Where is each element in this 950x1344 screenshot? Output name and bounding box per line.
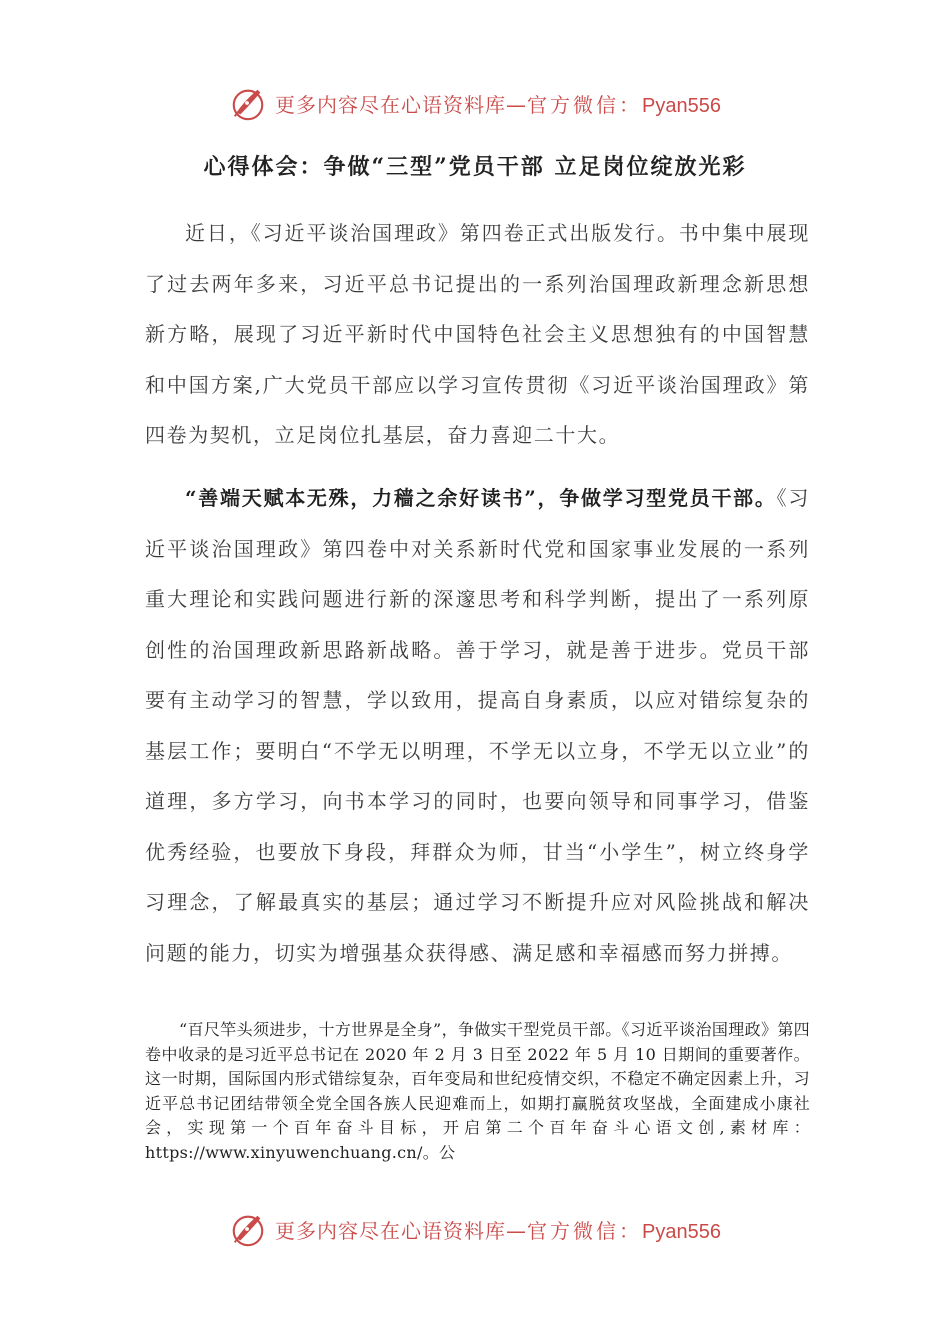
banner-text [275,1215,721,1244]
banner-wechat-label: 官方微信： [527,92,643,117]
banner-wechat-label: 官方微信： [527,1218,643,1243]
banner-wechat-id: Pyan556 [642,1220,721,1243]
banner-dash: — [506,1218,528,1243]
banner-text [275,89,721,118]
banner-wechat-id: Pyan556 [642,94,721,117]
pen-nib-logo-icon [229,84,267,122]
paragraph-2-lead: “善端天赋本无殊，力穑之余好读书”，争做学习型党员干部。 [185,486,777,510]
paragraph-1-text: 近日，《习近平谈治国理政》第四卷正式出版发行。书中集中展现了过去两年多来，习近平总书记提出的一系列治国理政新理念新思想新方略，展现了习近平新时代中国特色社会主义思想独有的中国智慧和中国方案,广大党员干部应以学习宣传贯彻《习近平谈治国理政》第四卷为契机，立足岗位扎基层，奋力喜迎二十大。 [145,221,810,447]
header-banner [0,84,950,122]
paragraph-2-text [145,473,810,978]
banner-prefix: 更多内容尽在心语资料库 [275,1218,507,1243]
pen-nib-logo-icon [229,1210,267,1248]
paragraph-2-body: 《习近平谈治国理政》第四卷中对关系新时代党和国家事业发展的一系列重大理论和实践问题进行新的深邃思考和科学判断，提出了一系列原创性的治国理政新思路新战略。善于学习，就是善于进步。党员干部要有主动学习的智慧，学以致用，提高自身素质，以应对错综复杂的基层工作；要明白“不学无以明理，不学无以立身，不学无以立业”的道理，多方学习，向书本学习的同时，也要向领导和同事学习，借鉴优秀经验，也要放下身段，拜群众为师，甘当“小学生”，树立终身学习理念，了解最真实的基层；通过学习不断提升应对风险挑战和解决问题的能力，切实为增强基众获得感、满足感和幸福感而努力拼搏。 [145,486,810,965]
footer-banner [0,1210,950,1248]
banner-dash: — [506,92,528,117]
paragraph-1 [145,208,810,461]
document-title: 心得体会：争做“三型”党员干部 立足岗位绽放光彩 [203,154,747,180]
banner-prefix: 更多内容尽在心语资料库 [275,92,507,117]
paragraph-3 [145,1018,810,1165]
paragraph-2 [145,473,810,978]
paragraph-3-text: “百尺竿头须进步，十方世界是全身”，争做实干型党员干部。《习近平谈治国理政》第四卷中收录的是习近平总书记在 2020 年 2 月 3 日至 2022 年 5 月 10 日期间的重要著作。这一时期，国际国内形式错综复杂，百年变局和世纪疫情交织，不稳定不确定因素上升，习近平总书记团结带领全党全国各族人民迎难而上，如期打赢脱贫攻坚战，全面建成小康社会，实现第一个百年奋斗目标，开启第二个百年奋斗心语文创,素材库：https://www.xinyuwenchuang.cn/。公 [145,1020,810,1162]
